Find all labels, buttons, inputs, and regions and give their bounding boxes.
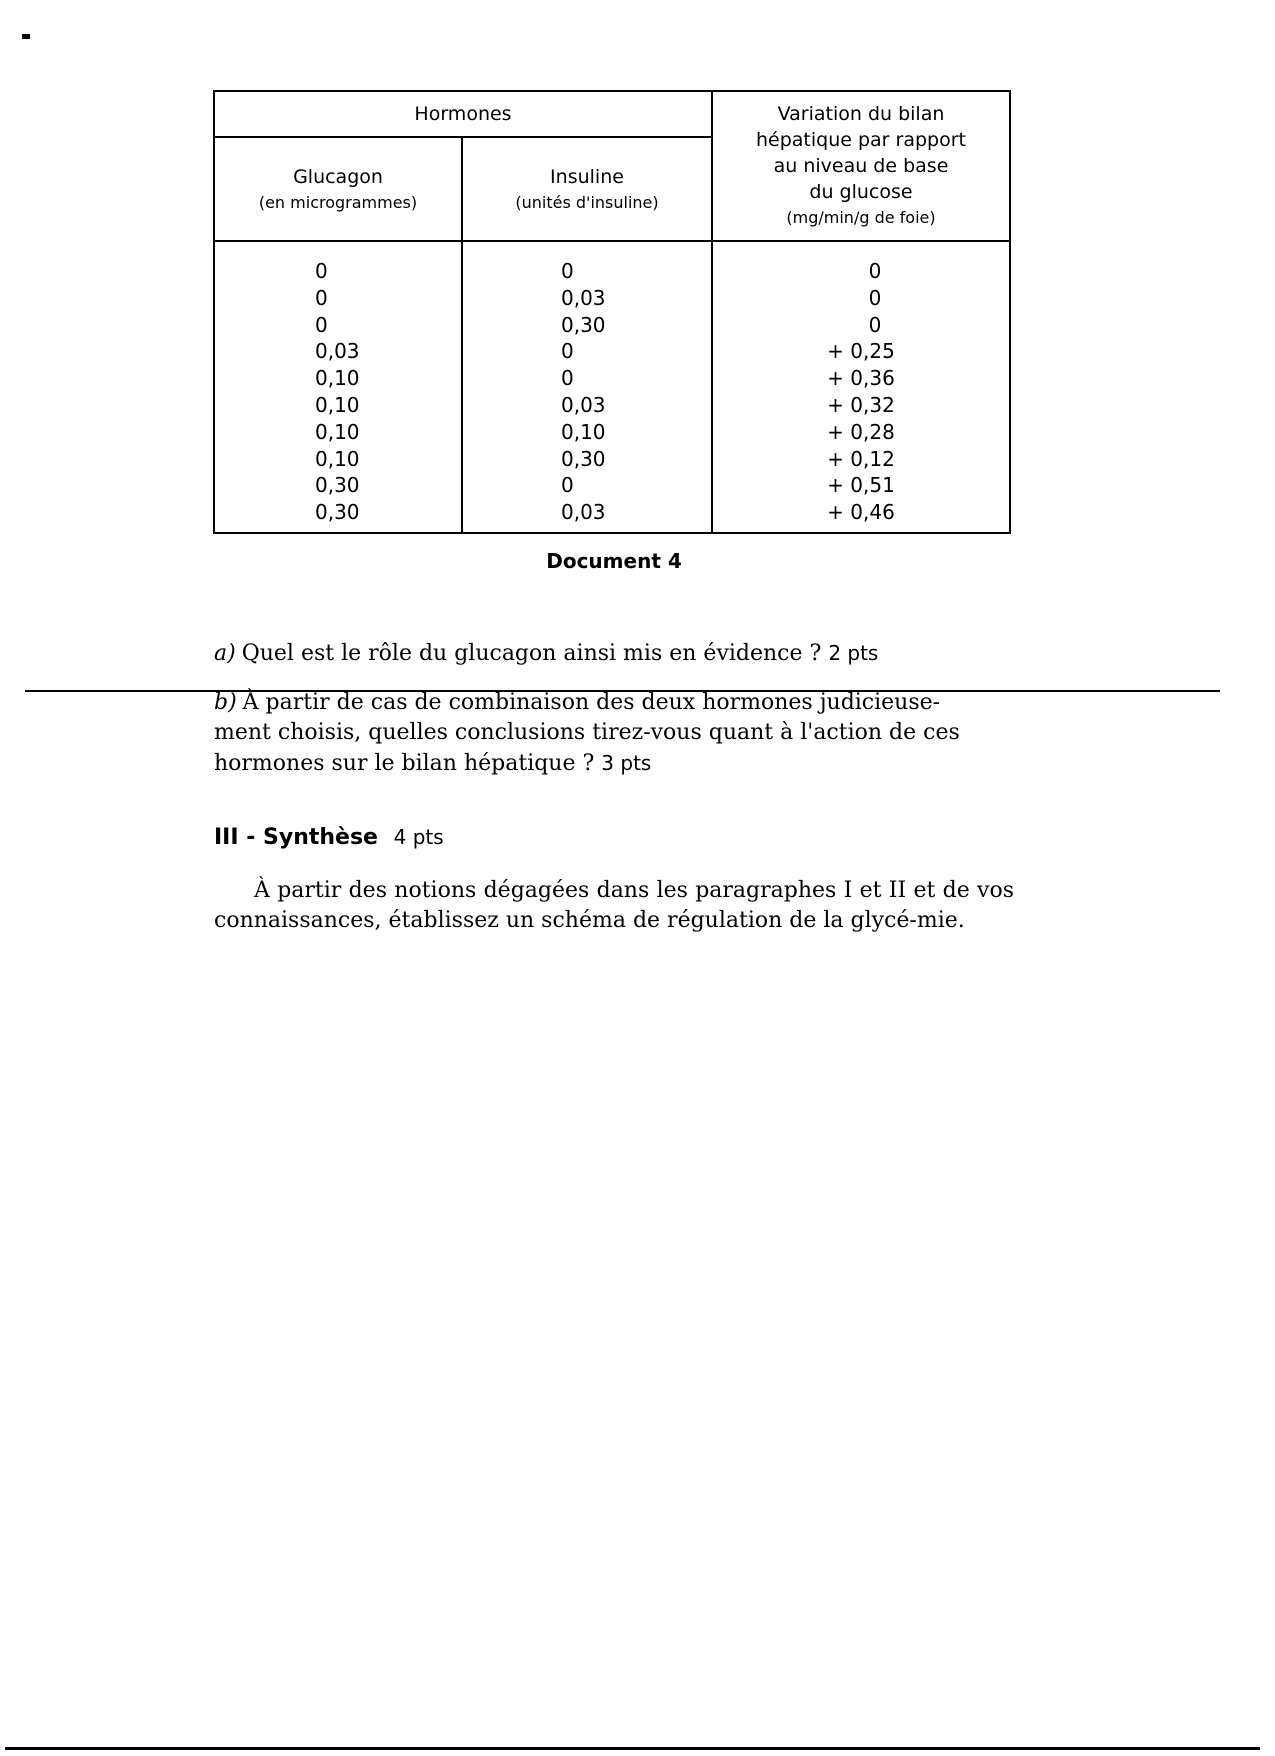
section-heading <box>214 825 444 850</box>
table-cell: 0 <box>315 285 328 310</box>
table-cell: 0 <box>561 259 574 283</box>
table-cell: 0 <box>868 312 882 337</box>
question-a-text: Quel est le rôle du glucagon ainsi mis en évidence ? <box>241 641 822 666</box>
insuline-values-cell <box>462 241 712 533</box>
table-cell: 0 <box>315 259 328 283</box>
variation-column-header: Variation du bilan hépatique par rapport au niveau de base du glucose (mg/min/g de foie) <box>712 91 1010 241</box>
section-title: III - Synthèse <box>214 825 378 850</box>
table-cell: 0 <box>868 259 882 283</box>
handwritten-points-synthese: 4 pts <box>393 825 444 849</box>
synthese-instructions: À partir des notions dégagées dans les paragraphes I et II et de vos connaissances, établissez un schéma de régulation de la glycé-mie. <box>214 878 1014 933</box>
table-cell: 0 <box>561 339 574 364</box>
hormones-group-header: Hormones <box>214 91 712 137</box>
table-cell: 0,03 <box>561 500 606 525</box>
page-bottom-rule <box>5 1747 1260 1750</box>
handwritten-points-a: 2 pts <box>828 641 879 665</box>
question-b-line: ment choisis, quelles conclusions tirez-vous quant à l'action de ces <box>214 720 960 745</box>
table-cell: 0,03 <box>561 392 606 417</box>
question-b-line: hormones sur le bilan hépatique ? <box>214 751 595 776</box>
table-cell: 0 <box>561 366 574 391</box>
question-b-label: b) <box>214 690 237 715</box>
variation-unit: (mg/min/g de foie) <box>786 208 936 227</box>
variation-values-cell <box>712 241 1010 533</box>
table-cell: + 0,28 <box>827 419 895 444</box>
hormone-data-table <box>213 90 1011 534</box>
table-cell: 0,30 <box>561 312 606 337</box>
table-cell: 0,10 <box>315 392 360 417</box>
table-cell: 0 <box>868 285 882 310</box>
insuline-column-header: Insuline (unités d'insuline) <box>462 137 712 241</box>
table-cell: + 0,25 <box>827 339 895 364</box>
table-cell: 0 <box>315 312 328 337</box>
document-caption: Document 4 <box>546 549 682 573</box>
handwritten-points-b: 3 pts <box>601 751 652 775</box>
table-cell: 0,03 <box>561 285 606 310</box>
table-cell: 0,10 <box>315 446 360 471</box>
table-cell: + 0,12 <box>827 446 895 471</box>
table-cell: + 0,46 <box>827 500 895 525</box>
glucagon-values-cell <box>214 241 462 533</box>
glucagon-column-header: Glucagon (en microgrammes) <box>214 137 462 241</box>
table-cell: + 0,32 <box>827 392 895 417</box>
table-cell: 0 <box>561 473 574 498</box>
table-cell: + 0,51 <box>827 473 895 498</box>
table-cell: 0,30 <box>561 446 606 471</box>
table-cell: 0,10 <box>315 366 360 391</box>
table-cell: + 0,36 <box>827 366 895 391</box>
question-a <box>214 638 1014 669</box>
table-cell: 0,10 <box>561 419 606 444</box>
table-cell: 0,30 <box>315 500 360 525</box>
question-b-line: À partir de cas de combinaison des deux hormones judicieuse- <box>242 690 941 715</box>
table-cell: 0,10 <box>315 419 360 444</box>
table-body-row <box>214 241 1010 533</box>
question-b <box>214 688 1014 779</box>
table-cell: 0,30 <box>315 473 360 498</box>
scan-artifact <box>22 34 30 39</box>
table-cell: 0,03 <box>315 339 360 364</box>
question-a-label: a) <box>214 641 236 666</box>
